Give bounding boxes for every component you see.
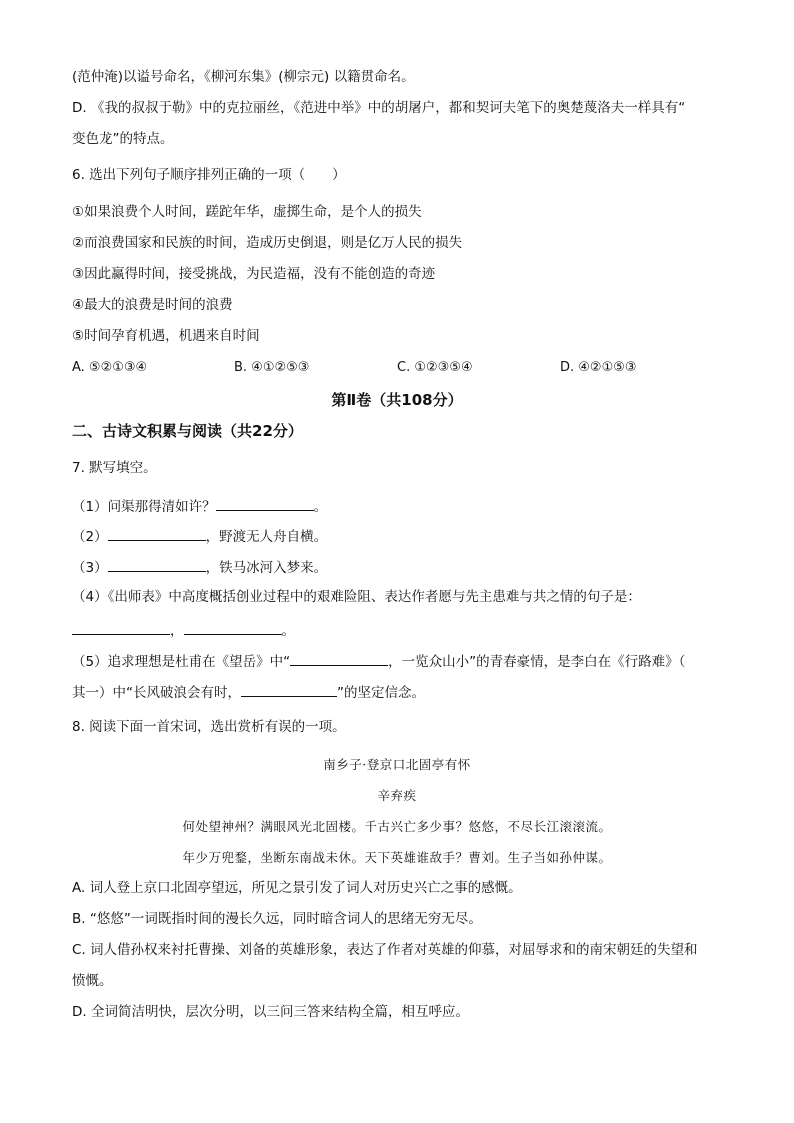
poem-author: 辛弃疾 xyxy=(377,788,417,803)
q7-item-5-text-b: ，一览众山小”的青春豪情，是李白在《行路难》（ xyxy=(388,654,686,670)
q7-item-5-line1 xyxy=(72,651,685,671)
q7-item-5-text-d: ”的坚定信念。 xyxy=(337,685,425,701)
q7-stem: 7. 默写填空。 xyxy=(72,460,157,476)
q7-item-3-text: ，铁马冰河入梦来。 xyxy=(205,560,328,576)
q7-item-3-num: （3） xyxy=(72,560,108,576)
q6-stem: 6. 选出下列句子顺序排列正确的一项（ ） xyxy=(72,167,346,183)
q7-item-1-blank[interactable] xyxy=(216,496,314,511)
q7-item-5-text-a: （5）追求理想是杜甫在《望岳》中“ xyxy=(72,654,291,670)
q7-item-1 xyxy=(72,496,327,516)
q7-item-1-text: （1）问渠那得清如许？ xyxy=(72,499,216,515)
q7-item-3 xyxy=(72,557,327,577)
q7-item-4-end: 。 xyxy=(281,623,295,639)
q8-option-c-line2: 愤慨。 xyxy=(72,973,113,989)
q8-option-a: A. 词人登上京口北固亭望远，所见之景引发了词人对历史兴亡之事的感慨。 xyxy=(72,880,522,896)
q7-item-4-answer xyxy=(72,620,295,640)
q7-item-5-blank-2[interactable] xyxy=(241,682,337,697)
q7-item-2 xyxy=(72,526,327,546)
q7-item-3-blank[interactable] xyxy=(108,557,206,572)
q7-item-5-line2 xyxy=(72,682,425,702)
q6-sentence-3: ③因此赢得时间，接受挑战，为民造福，没有不能创造的奇迹 xyxy=(72,266,436,282)
q6-sentence-5: ⑤时间孕育机遇，机遇来自时间 xyxy=(72,328,260,344)
q7-item-5-blank-1[interactable] xyxy=(290,651,388,666)
q6-sentence-1: ①如果浪费个人时间，蹉跎年华，虚掷生命，是个人的损失 xyxy=(72,204,422,220)
q7-item-1-end: 。 xyxy=(313,499,328,515)
q7-item-4-blank-1[interactable] xyxy=(72,620,170,635)
q7-item-2-num: （2） xyxy=(72,529,108,545)
q7-item-2-text: ，野渡无人舟自横。 xyxy=(205,529,328,545)
q7-item-4: （4）《出师表》中高度概括创业过程中的艰难险阻、表达作者愿与先主患难与共之情的句子是： xyxy=(72,589,641,605)
q6-option-c: C. ①②③⑤④ xyxy=(397,360,473,375)
q8-stem: 8. 阅读下面一首宋词，选出赏析有误的一项。 xyxy=(72,719,346,735)
q5-option-d-line1: D. 《我的叔叔于勒》中的克拉丽丝，《范进中举》中的胡屠户，都和契诃夫笔下的奥楚蔑洛夫一样具有“ xyxy=(72,100,686,116)
q7-item-4-blank-2[interactable] xyxy=(184,620,282,635)
q8-option-b: B. “悠悠”一词既指时间的漫长久远，同时暗含词人的思绪无穷无尽。 xyxy=(72,911,482,927)
q6-option-d: D. ④②①⑤③ xyxy=(560,360,637,375)
poem-line-1: 何处望神州？满眼风光北固楼。千古兴亡多少事？悠悠，不尽长江滚滚流。 xyxy=(182,819,612,834)
poem-title: 南乡子·登京口北固亭有怀 xyxy=(323,757,471,772)
q7-item-4-comma: ， xyxy=(170,623,184,639)
q5-option-d-line2: 变色龙”的特点。 xyxy=(72,131,174,147)
volume-2-title: 第Ⅱ卷（共108分） xyxy=(331,391,463,409)
q6-sentence-4: ④最大的浪费是时间的浪费 xyxy=(72,297,233,313)
q6-sentence-2: ②而浪费国家和民族的时间，造成历史倒退，则是亿万人民的损失 xyxy=(72,235,463,251)
q7-item-2-blank[interactable] xyxy=(108,526,206,541)
q7-item-5-text-c: 其一）中“长风破浪会有时， xyxy=(72,685,241,701)
q8-option-d: D. 全词简洁明快，层次分明，以三问三答来结构全篇，相互呼应。 xyxy=(72,1004,469,1020)
q8-option-c-line1: C. 词人借孙权来衬托曹操、刘备的英雄形象，表达了作者对英雄的仰慕，对屈辱求和的南宋朝廷的失望和 xyxy=(72,942,698,958)
q6-option-b: B. ④①②⑤③ xyxy=(234,360,310,375)
poem-line-2: 年少万兜鍪，坐断东南战未休。天下英雄谁敌手？曹刘。生子当如孙仲谋。 xyxy=(182,850,612,865)
q6-option-a: A. ⑤②①③④ xyxy=(72,360,148,375)
q5-option-c-continuation: (范仲淹)以谥号命名，《柳河东集》(柳宗元) 以籍贯命名。 xyxy=(72,69,415,85)
section-2-title: 二、古诗文积累与阅读（共22分） xyxy=(72,422,303,440)
